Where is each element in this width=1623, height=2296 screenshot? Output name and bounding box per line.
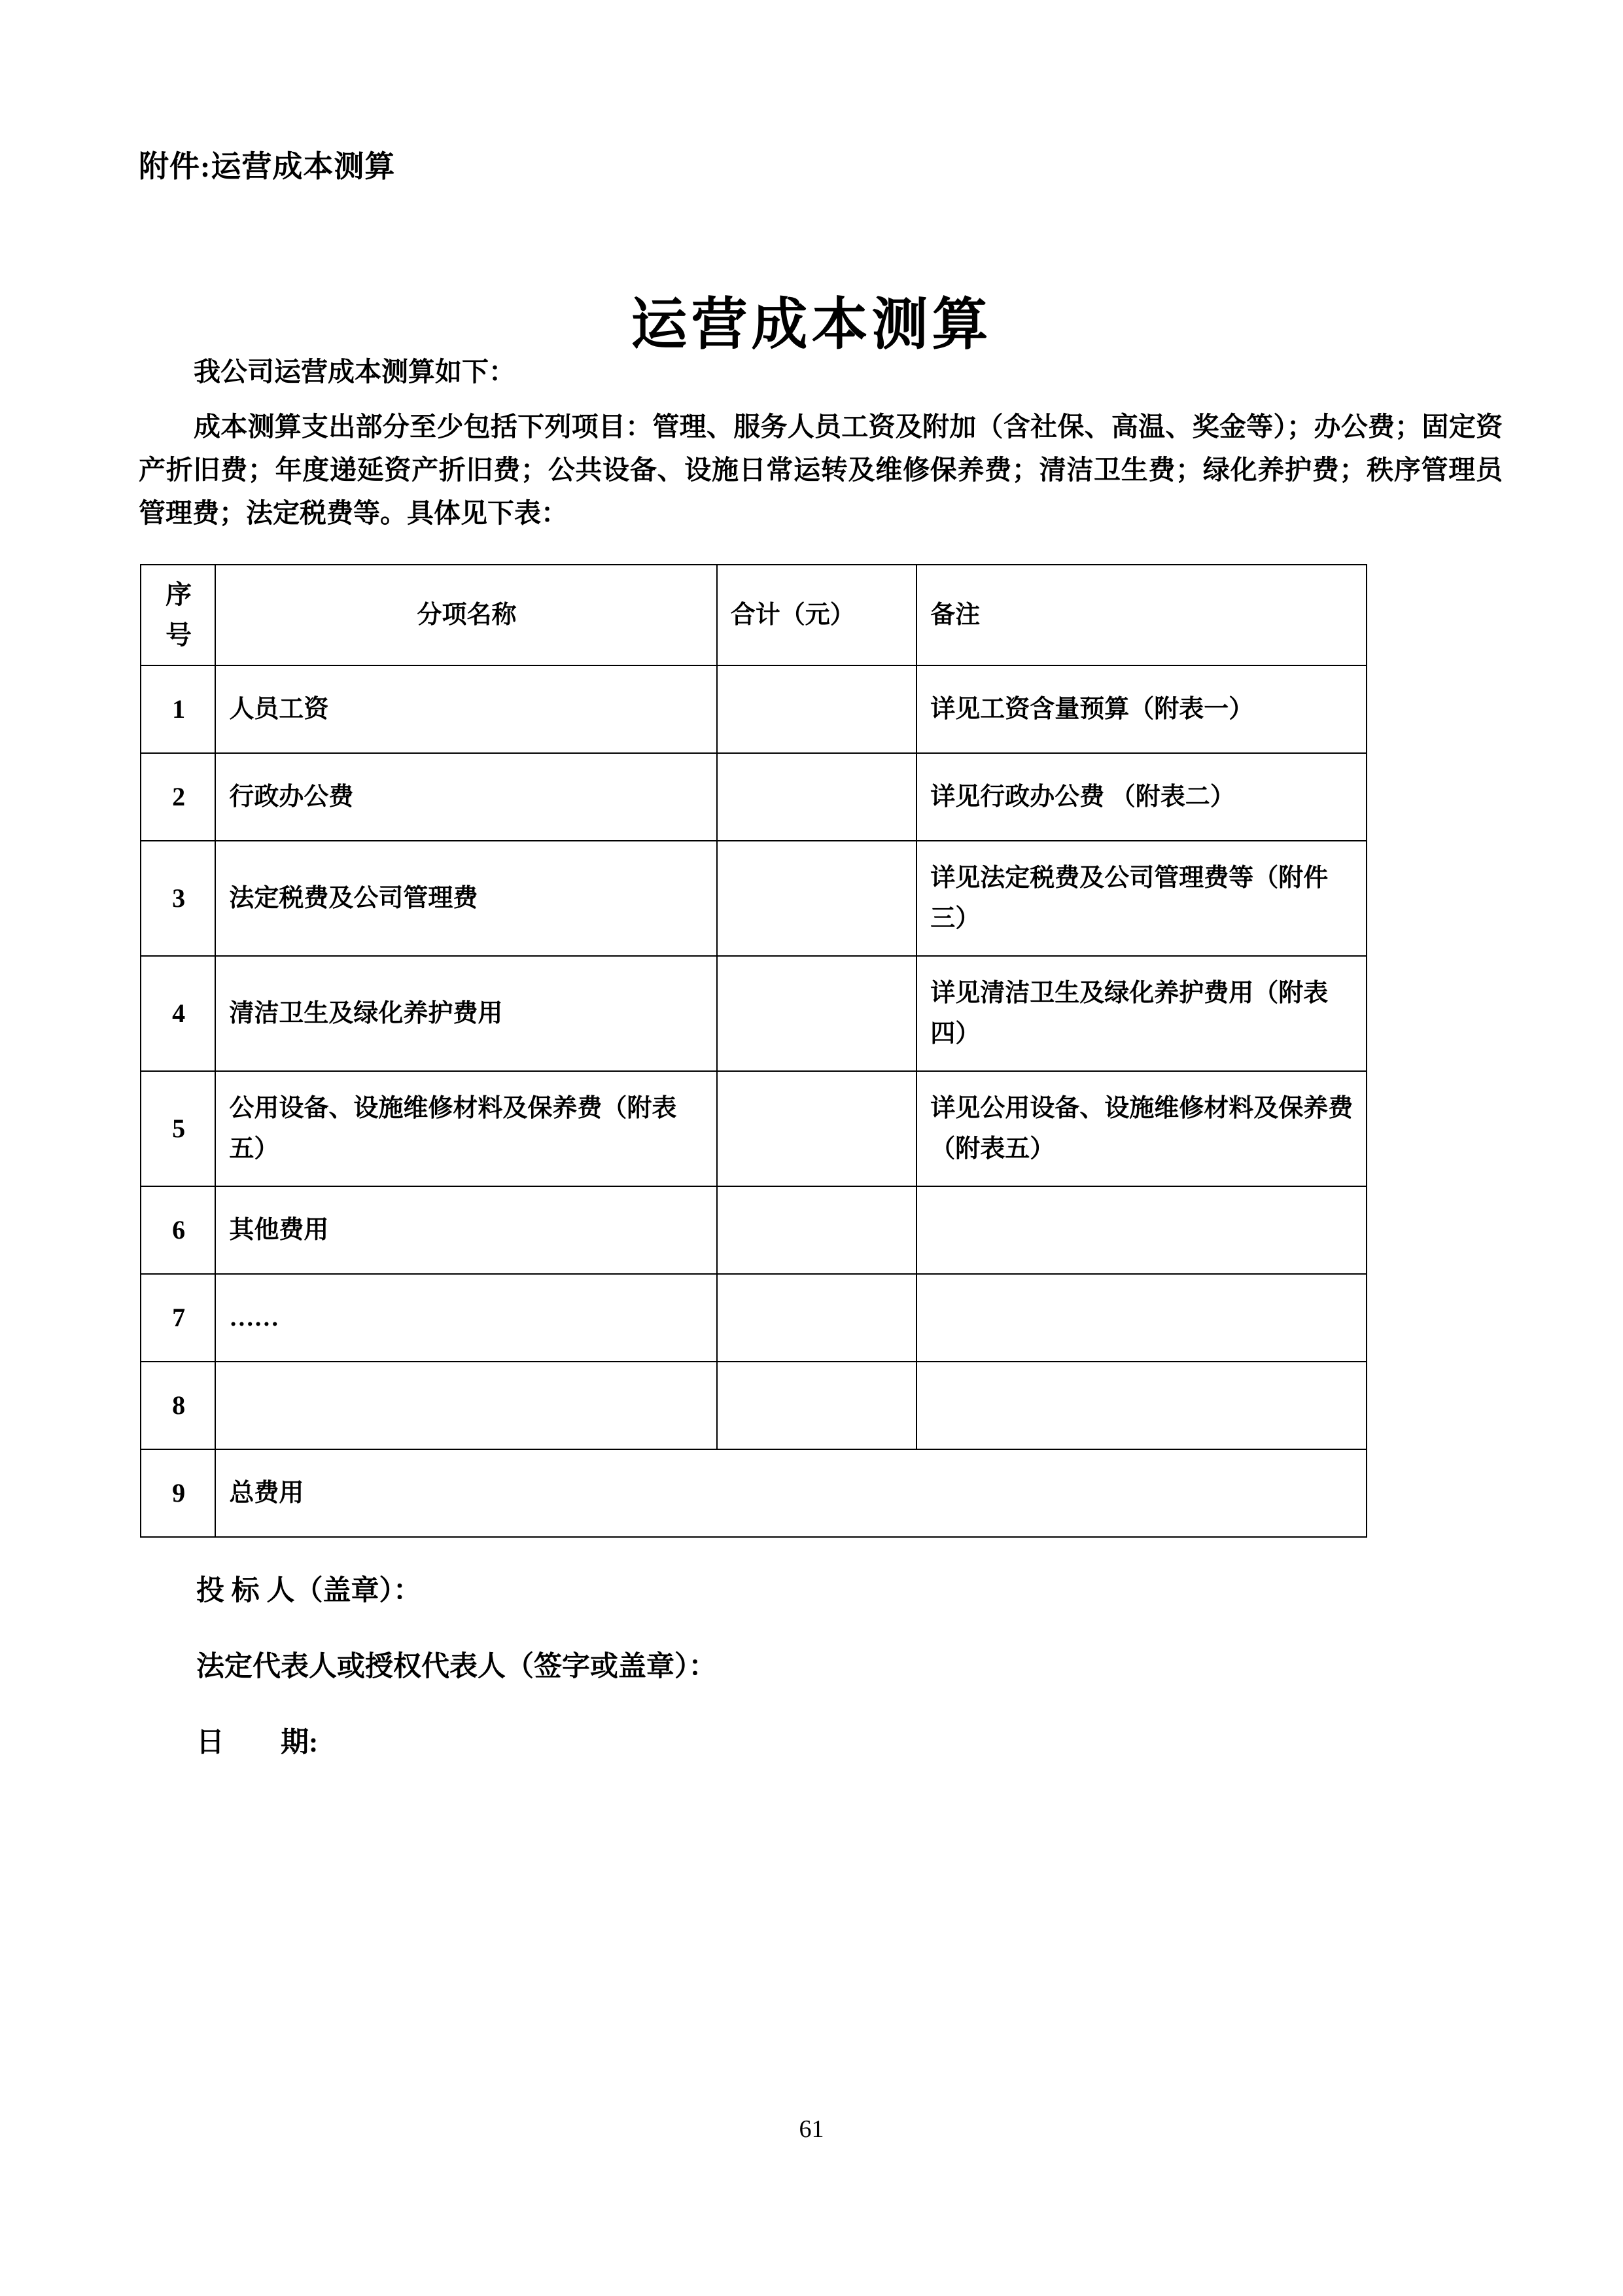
row-note: 详见工资含量预算（附表一） [916,665,1367,753]
row-name[interactable] [215,1362,716,1449]
scope-paragraph: 成本测算支出部分至少包括下列项目：管理、服务人员工资及附加（含社保、高温、奖金等）；办公费；固定资产折旧费；年度递延资产折旧费；公共设备、设施日常运转及维修保养费；清洁卫生费；绿化养护费；秩序管理员管理费；法定税费等。具体见下表： [139,412,1503,528]
table-header-row [141,565,1367,665]
row-number: 7 [141,1274,215,1362]
total-row-label: 总费用 [215,1449,1367,1537]
signature-block [196,1570,1243,1764]
row-total[interactable] [717,1362,916,1449]
row-total[interactable] [717,841,916,956]
table-row [141,841,1367,956]
row-number: 3 [141,841,215,956]
page-title: 运营成本测算 [631,292,992,356]
row-total[interactable] [717,1071,916,1186]
total-row-number: 9 [141,1449,215,1537]
row-name: 法定税费及公司管理费 [215,841,716,956]
cost-table-container [140,564,1367,1538]
table-row [141,1362,1367,1449]
row-name: …… [215,1274,716,1362]
row-note: 详见行政办公费 （附表二） [916,753,1367,841]
body-text [139,350,1503,535]
row-total[interactable] [717,665,916,753]
table-row [141,1186,1367,1274]
intro-paragraph: 我公司运营成本测算如下： [194,357,515,387]
date-line: 日 期: [196,1727,319,1758]
row-name: 清洁卫生及绿化养护费用 [215,956,716,1071]
table-total-row [141,1449,1367,1537]
column-header-name: 分项名称 [215,565,716,665]
row-name: 公用设备、设施维修材料及保养费（附表五） [215,1071,716,1186]
row-note[interactable] [916,1362,1367,1449]
row-note [916,1186,1367,1274]
column-header-no: 序号 [141,565,215,665]
row-total[interactable] [717,753,916,841]
row-number: 4 [141,956,215,1071]
row-total[interactable] [717,956,916,1071]
attachment-header-note: 附件:运营成本测算 [139,150,396,183]
bidder-seal-line: 投 标 人（盖章）： [196,1576,421,1606]
row-note [916,1274,1367,1362]
column-header-note: 备注 [916,565,1367,665]
row-name: 其他费用 [215,1186,716,1274]
row-number: 1 [141,665,215,753]
operating-cost-table [140,564,1367,1538]
table-row [141,753,1367,841]
row-note: 详见公用设备、设施维修材料及保养费（附表五） [916,1071,1367,1186]
row-name: 人员工资 [215,665,716,753]
row-total[interactable] [717,1274,916,1362]
row-number: 6 [141,1186,215,1274]
row-name: 行政办公费 [215,753,716,841]
table-row [141,956,1367,1071]
column-header-total: 合计（元） [717,565,916,665]
row-note: 详见清洁卫生及绿化养护费用（附表四） [916,956,1367,1071]
row-total[interactable] [717,1186,916,1274]
table-row [141,1071,1367,1186]
legal-representative-line: 法定代表人或授权代表人（签字或盖章）： [196,1651,717,1682]
page-number: 61 [799,2115,824,2143]
table-row [141,665,1367,753]
row-number: 8 [141,1362,215,1449]
row-note: 详见法定税费及公司管理费等（附件三） [916,841,1367,956]
row-number: 2 [141,753,215,841]
row-number: 5 [141,1071,215,1186]
table-row [141,1274,1367,1362]
